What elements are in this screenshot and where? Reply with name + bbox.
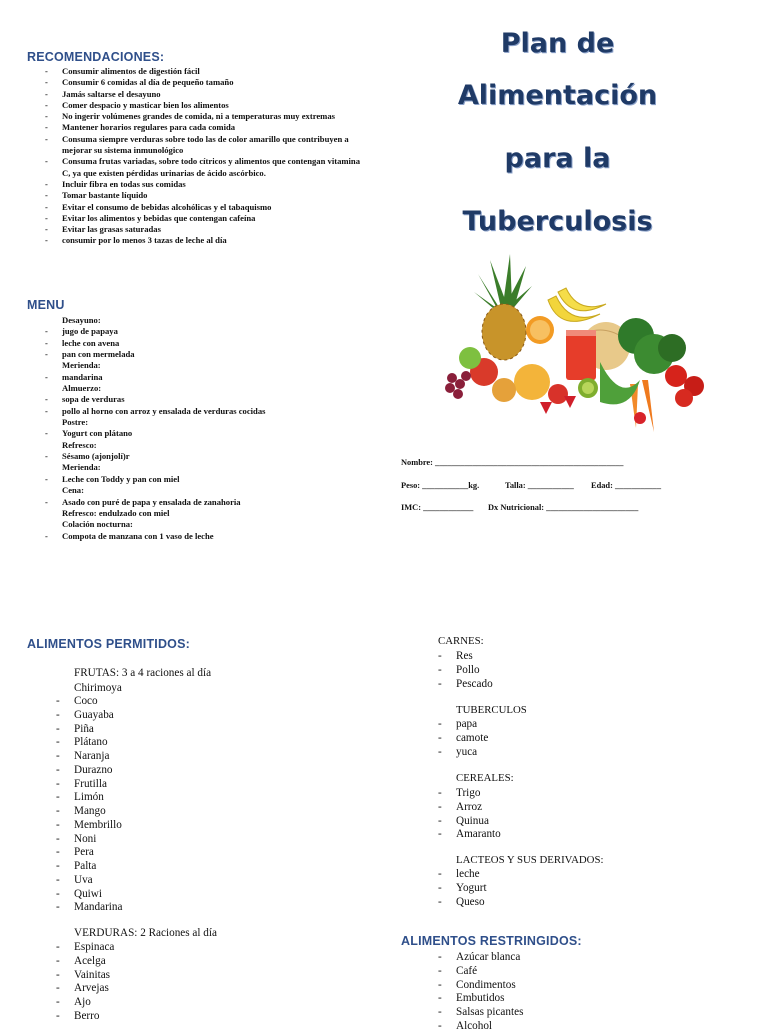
recomendacion-item: - Evitar el consumo de bebidas alcohólicas y el tabaquismo: [45, 202, 363, 213]
verdura-item: - Acelga: [56, 955, 256, 969]
carne-item: - Res: [438, 650, 638, 664]
menu-item: - leche con avena: [45, 338, 363, 349]
peso-field[interactable]: Peso: ___________kg.: [401, 481, 480, 490]
fruta-item: - Durazno: [56, 764, 256, 778]
recomendacion-item: - Evitar los alimentos y bebidas que contengan cafeína: [45, 213, 363, 224]
frutas-title: FRUTAS: 3 a 4 raciones al día: [74, 667, 212, 679]
tuberculo-item: - camote: [438, 732, 638, 746]
restringido-item: - Salsas picantes: [438, 1006, 638, 1020]
menu-item: - Asado con puré de papa y ensalada de zanahoria: [45, 497, 363, 508]
menu-item: Cena:: [62, 485, 84, 496]
restringidos-list: [438, 951, 638, 1034]
recomendacion-item: - Mantener horarios regulares para cada comida: [45, 122, 363, 133]
fruta-item: - Naranja: [56, 750, 256, 764]
carnes-list: [438, 650, 638, 691]
menu-heading: MENU: [27, 298, 65, 312]
restringidos-heading: ALIMENTOS RESTRINGIDOS:: [401, 934, 582, 948]
tuberculos-title: TUBERCULOS: [456, 704, 527, 716]
verduras-list: [56, 941, 256, 1024]
menu-item: - jugo de papaya: [45, 326, 363, 337]
recomendacion-item: - Incluir fibra en todas sus comidas: [45, 179, 363, 190]
menu-item: Refresco:: [62, 439, 97, 450]
tuberculo-item: - papa: [438, 718, 638, 732]
cereal-item: - Quinua: [438, 815, 638, 829]
fruta-item: - Palta: [56, 860, 256, 874]
edad-field[interactable]: Edad: ___________: [591, 481, 662, 490]
fruta-item: - Noni: [56, 833, 256, 847]
imc-field[interactable]: IMC: ____________: [401, 503, 474, 512]
menu-item: Merienda:: [62, 462, 101, 473]
lacteo-item: - Yogurt: [438, 882, 638, 896]
menu-item: - Sésamo (ajonjolí)r: [45, 451, 363, 462]
menu-item: Colación nocturna:: [62, 519, 133, 530]
restringido-item: - Embutidos: [438, 992, 638, 1006]
lacteos-title: LACTEOS Y SUS DERIVADOS:: [456, 854, 604, 866]
fruta-item: - Mandarina: [56, 901, 256, 915]
menu-item: - Compota de manzana con 1 vaso de leche: [45, 531, 363, 542]
recomendaciones-list: [45, 66, 363, 247]
recomendacion-item: - Jamás saltarse el desayuno: [45, 89, 363, 100]
recomendaciones-heading: RECOMENDACIONES:: [27, 50, 165, 64]
menu-item: - Yogurt con plátano: [45, 428, 363, 439]
fruta-item: - Coco: [56, 695, 256, 709]
fruta-item: - Mango: [56, 805, 256, 819]
recomendacion-item: - No ingerir volúmenes grandes de comida, ni a temperaturas muy extremas: [45, 111, 363, 122]
title-line-1: Plan de: [500, 28, 615, 59]
recomendacion-item: - Tomar bastante líquido: [45, 190, 363, 201]
fruta-item: - Guayaba: [56, 709, 256, 723]
cereales-list: [438, 787, 638, 842]
menu-item: - pan con mermelada: [45, 349, 363, 360]
verdura-item: - Berro: [56, 1010, 256, 1024]
menu-item: - pollo al horno con arroz y ensalada de verduras cocidas: [45, 406, 363, 417]
restringido-item: - Café: [438, 965, 638, 979]
verdura-item: - Ajo: [56, 996, 256, 1010]
title-line-2: Alimentación: [457, 80, 658, 111]
title-line-4: Tuberculosis: [462, 206, 653, 237]
title-line-3: para la: [504, 143, 611, 174]
restringido-item: - Condimentos: [438, 979, 638, 993]
menu-item: Almuerzo:: [62, 383, 102, 394]
cereal-item: - Arroz: [438, 801, 638, 815]
frutas-list: [56, 695, 256, 915]
verduras-title: VERDURAS: 2 Raciones al día: [74, 927, 217, 939]
cereal-item: - Amaranto: [438, 828, 638, 842]
lacteos-list: [438, 868, 638, 909]
page-title: [400, 28, 715, 238]
verdura-item: - Espinaca: [56, 941, 256, 955]
recomendacion-item: - Consuma siempre verduras sobre todo las de color amarillo que contribuyen a mejorar su sistema inmunológico: [45, 134, 363, 157]
fruta-item: - Frutilla: [56, 778, 256, 792]
fruta-item: - Plátano: [56, 736, 256, 750]
fruit-vegetable-illustration: [440, 252, 708, 434]
carnes-title: CARNES:: [438, 635, 484, 647]
cereales-title: CEREALES:: [456, 772, 514, 784]
fruta-item: - Pera: [56, 846, 256, 860]
lacteo-item: - Queso: [438, 896, 638, 910]
dx-nutricional-field[interactable]: Dx Nutricional: ______________________: [488, 503, 639, 512]
tuberculo-item: - yuca: [438, 746, 638, 760]
menu-item: Refresco: endulzado con miel: [62, 507, 170, 518]
menu-item: Merienda:: [62, 360, 101, 371]
fruta-item: - Uva: [56, 874, 256, 888]
carne-item: - Pollo: [438, 664, 638, 678]
restringido-item: - Azúcar blanca: [438, 951, 638, 965]
fruta-item: - Membrillo: [56, 819, 256, 833]
restringido-item: - Alcohol: [438, 1020, 638, 1034]
tuberculos-list: [438, 718, 638, 759]
recomendacion-item: - consumir por lo menos 3 tazas de leche al día: [45, 235, 363, 246]
verdura-item: - Arvejas: [56, 982, 256, 996]
talla-field[interactable]: Talla: ___________: [505, 481, 574, 490]
menu-item: - Leche con Toddy y pan con miel: [45, 474, 363, 485]
fruta-item: - Limón: [56, 791, 256, 805]
menu-item: Postre:: [62, 417, 89, 428]
nombre-field[interactable]: Nombre: _____________________________________________: [401, 458, 624, 467]
permitidos-heading: ALIMENTOS PERMITIDOS:: [27, 637, 191, 651]
lacteo-item: - leche: [438, 868, 638, 882]
recomendacion-item: - Comer despacio y masticar bien los alimentos: [45, 100, 363, 111]
cereal-item: - Trigo: [438, 787, 638, 801]
recomendacion-item: - Consuma frutas variadas, sobre todo cítricos y alimentos que contengan vitamina C, ya que existen pérdidas urinarias de ácido ascórbico.: [45, 156, 363, 179]
menu-item: - sopa de verduras: [45, 394, 363, 405]
menu-list: [45, 315, 363, 542]
frutas-first-item: Chirimoya: [74, 682, 122, 694]
verdura-item: - Vainitas: [56, 969, 256, 983]
menu-item: - mandarina: [45, 372, 363, 383]
menu-item: Desayuno:: [62, 315, 101, 325]
fruta-item: - Piña: [56, 723, 256, 737]
recomendacion-item: - Consumir 6 comidas al día de pequeño tamaño: [45, 77, 363, 88]
recomendacion-item: - Evitar las grasas saturadas: [45, 224, 363, 235]
carne-item: - Pescado: [438, 678, 638, 692]
fruta-item: - Quiwi: [56, 888, 256, 902]
recomendacion-item: - Consumir alimentos de digestión fácil: [45, 66, 363, 77]
